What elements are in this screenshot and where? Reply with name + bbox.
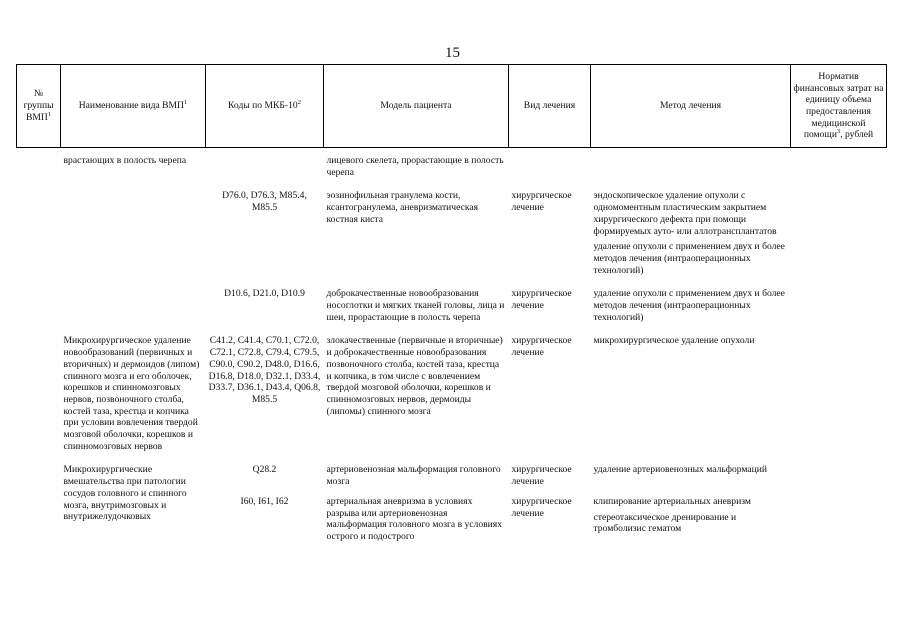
patient-model-cell: эозинофильная гранулема кости, ксантогранулема, аневризматическая костная киста — [326, 190, 479, 225]
footnote-ref: 3 — [836, 128, 841, 136]
treatment-type-cell: хирургическое лечение — [511, 464, 572, 488]
table-row — [17, 335, 887, 464]
header-cost-standard-unit: , рублей — [840, 129, 874, 141]
treatment-type-cell — [509, 155, 591, 190]
vmp-name-cell — [61, 190, 206, 288]
header-vmp-name — [61, 65, 206, 148]
header-group-number-line3: ВМП — [25, 111, 48, 123]
patient-model-cell: лицевого скелета, прорастающие в полость черепа — [326, 155, 504, 178]
icd-codes-cell: D76.0, D76.3, M85.4, M85.5 — [222, 190, 307, 214]
page-number: 15 — [445, 45, 460, 61]
treatment-type-cell: хирургическое лечение — [511, 288, 572, 312]
header-group-number-line1: № — [33, 88, 44, 100]
icd-codes-cell: Q28.2 — [252, 464, 277, 476]
header-cost-standard — [791, 65, 887, 148]
header-patient-model: Модель пациента — [324, 65, 509, 148]
patient-model-cell: артериальная аневризма в условиях разрыва или артериовенозная мальформация головного мозга в условиях острого и подострого — [326, 495, 503, 542]
treatment-method-item: удаление опухоли с применением двух и более методов лечения (интраоперационных технологий) — [593, 288, 785, 323]
icd-codes-cell — [206, 155, 324, 190]
treatment-method-item: удаление опухоли с применением двух и более методов лечения (интраоперационных технологий) — [593, 241, 785, 276]
vmp-name-cell: врастающих в полость черепа — [63, 155, 187, 166]
treatment-type-cell: хирургическое лечение — [511, 190, 572, 214]
treatment-method-cell — [591, 155, 791, 190]
header-vmp-name-text: Наименование вида ВМП — [78, 100, 184, 112]
header-cost-standard-text: Норматив финансовых затрат на единицу объема предоставления медицинской помощи — [793, 70, 884, 141]
header-group-number — [17, 65, 61, 148]
vmp-table — [16, 64, 887, 543]
treatment-method-item: микрохирургическое удаление опухоли — [593, 335, 755, 347]
patient-model-cell: артериовенозная мальформация головного мозга — [326, 464, 501, 488]
treatment-method-cell — [591, 288, 791, 335]
icd-codes-cell: C41.2, C41.4, C70.1, C72.0, C72.1, C72.8, C79.4, C79.5, C90.0, C90.2, D48.0, D16.6, D16.8, D18.0, D32.1, D33.4, D33.7, D36.1, D43.4, Q06.8, M85.5 — [208, 335, 321, 405]
footnote-ref: 1 — [183, 98, 188, 106]
table-row — [17, 464, 887, 495]
treatment-method-item: удаление артериовенозных мальформаций — [593, 464, 768, 476]
header-treatment-method: Метод лечения — [591, 65, 791, 148]
header-icd-codes — [206, 65, 324, 148]
patient-model-cell: злокачественные (первичные и вторичные) и доброкачественные новообразования позвоночного столба, костей таза, крестца и копчика, в том числе с вовлечением твердой мозговой оболочки, корешков и спинномозговых нервов, дермоиды (липомы) спинного мозга — [326, 335, 503, 417]
header-group-number-line2: группы — [23, 100, 54, 112]
table-row — [17, 190, 887, 288]
icd-codes-cell: D10.6, D21.0, D10.9 — [224, 288, 305, 300]
header-treatment-type: Вид лечения — [509, 65, 591, 148]
patient-model-cell: доброкачественные новообразования носоглотки и мягких тканей головы, лица и шеи, прорастающие в полость черепа — [326, 288, 505, 323]
table-body — [17, 148, 887, 543]
treatment-method-item: клипирование артериальных аневризм — [593, 495, 751, 507]
table-header — [17, 65, 887, 148]
treatment-method-item: стереотаксическое дренирование и тромболизис гематом — [593, 511, 737, 535]
table-row — [17, 155, 887, 190]
treatment-method-cell — [591, 464, 791, 495]
treatment-method-cell — [591, 496, 791, 543]
footnote-ref: 1 — [47, 110, 52, 118]
footnote-ref: 2 — [297, 98, 301, 106]
vmp-name-cell: Микрохирургические вмешательства при патологии сосудов головного и спинного мозга, внутримозговых и внутрижелудочковых — [63, 464, 187, 523]
vmp-name-cell — [61, 288, 206, 335]
treatment-method-item: эндоскопическое удаление опухоли с одномоментным пластическим закрытием хирургического дефекта при помощи формируемых ауто- или аллотрансплантатов — [593, 190, 777, 237]
header-icd-codes-text: Коды по МКБ-10 — [228, 100, 298, 112]
vmp-name-cell: Микрохирургическое удаление новообразований (первичных и вторичных) и дермоидов (липом) спинного мозга и его оболочек, корешков и спинномозговых нервов, позвоночного столба, костей таза, крестца и копчика при условии вовлечения твердой мозговой оболочки, корешков и спинномозговых нервов — [63, 335, 200, 452]
treatment-type-cell: хирургическое лечение — [511, 495, 572, 519]
treatment-method-cell — [591, 335, 791, 464]
treatment-method-cell — [591, 190, 791, 288]
icd-codes-cell: I60, I61, I62 — [240, 495, 289, 507]
table-row — [17, 288, 887, 335]
treatment-type-cell: хирургическое лечение — [511, 335, 572, 359]
